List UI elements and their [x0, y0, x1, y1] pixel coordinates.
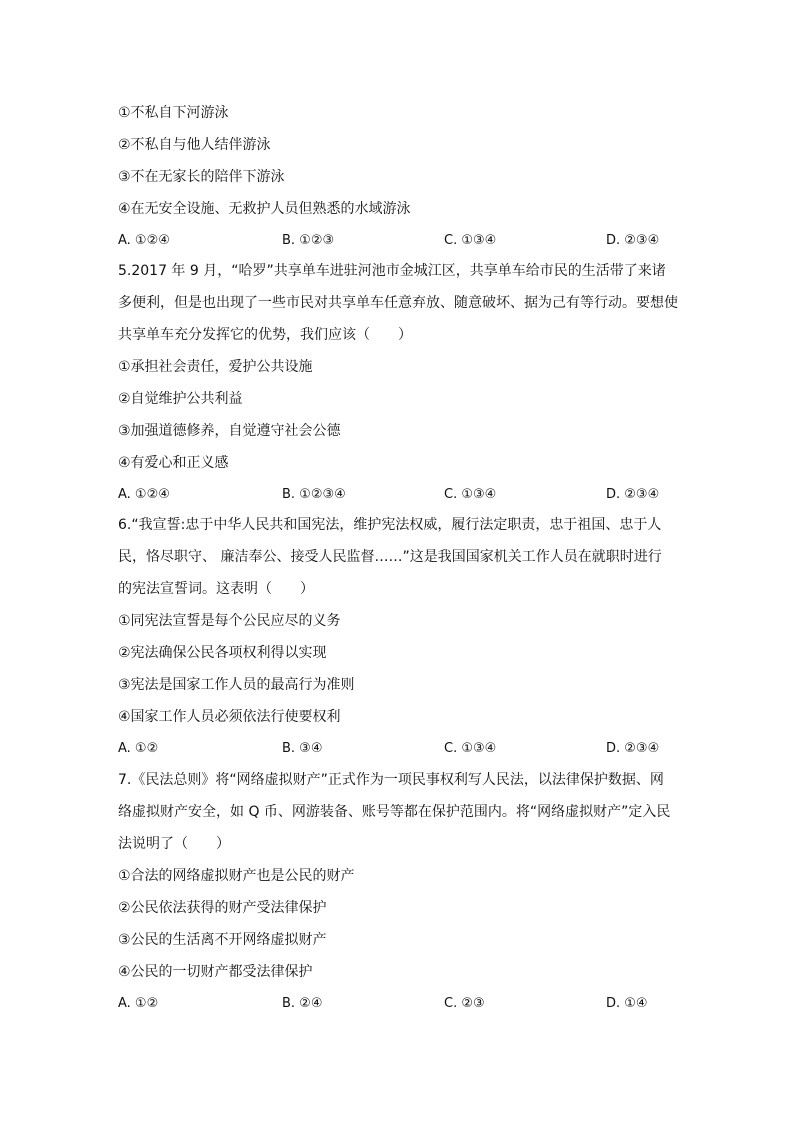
q5-option-b: B. ①②③④ [282, 487, 346, 502]
q6-option-c: C. ①③④ [444, 741, 497, 756]
q6-item-4: ④国家工作人员必须依法行使要权利 [118, 709, 341, 725]
q5-stem-line-1: 5.2017 年 9 月，“哈罗”共享单车进驻河池市金城江区，共享单车给市民的生活带了来诸 [118, 263, 666, 279]
q6-option-b: B. ③④ [282, 741, 323, 756]
q7-item-3: ③公民的生活离不开网络虚拟财产 [118, 932, 327, 948]
q6-item-1: ①同宪法宣誓是每个公民应尽的义务 [118, 613, 341, 629]
question-6 [118, 509, 678, 765]
q6-options [118, 733, 678, 765]
question-7 [118, 764, 678, 1020]
q5-option-c: C. ①③④ [444, 487, 497, 502]
q4-item-2: ②不私自与他人结伴游泳 [118, 137, 271, 153]
q6-stem-line-2: 民，恪尽职守、 廉洁奉公、接受人民监督……”这是我国国家机关工作人员在就职时进行 [118, 549, 662, 565]
q7-option-c: C. ②③ [444, 996, 485, 1011]
q4-option-c: C. ①③④ [444, 233, 497, 248]
question-4 [118, 97, 678, 257]
q4-item-1: ①不私自下河游泳 [118, 105, 229, 121]
q7-stem-line-1: 7.《民法总则》将“网络虚拟财产”正式作为一项民事权利写人民法，以法律保护数据、网 [118, 772, 664, 788]
q7-stem-line-2: 络虚拟财产安全，如 Q 币、网游装备、账号等都在保护范围内。将“网络虚拟财产”定入民 [118, 804, 671, 820]
q7-option-b: B. ②④ [282, 996, 323, 1011]
question-5 [118, 255, 678, 511]
q5-item-2: ②自觉维护公共利益 [118, 391, 243, 407]
q4-option-a: A. ①②④ [118, 233, 170, 248]
q5-stem-line-3: 共享单车充分发挥它的优势，我们应该（ ） [118, 327, 412, 343]
q6-item-2: ②宪法确保公民各项权利得以实现 [118, 645, 327, 661]
q7-option-a: A. ①② [118, 996, 159, 1011]
q5-item-3: ③加强道德修养，自觉遵守社会公德 [118, 423, 341, 439]
q7-options [118, 988, 678, 1020]
q5-option-a: A. ①②④ [118, 487, 170, 502]
q5-item-4: ④有爱心和正义感 [118, 455, 229, 471]
q7-option-d: D. ①④ [606, 996, 648, 1011]
q5-options [118, 479, 678, 511]
q4-option-b: B. ①②③ [282, 233, 335, 248]
q5-option-d: D. ②③④ [606, 487, 660, 502]
q5-stem-line-2: 多便利，但是也出现了一些市民对共享单车任意弃放、随意破坏、据为己有等行动。要想使 [118, 295, 678, 311]
q7-item-2: ②公民依法获得的财产受法律保护 [118, 900, 327, 916]
q6-stem-line-1: 6.“我宣誓:忠于中华人民共和国宪法，维护宪法权威，履行法定职责，忠于祖国、忠于人 [118, 517, 662, 533]
q4-option-d: D. ②③④ [606, 233, 660, 248]
q4-options [118, 225, 678, 257]
q6-item-3: ③宪法是国家工作人员的最高行为准则 [118, 677, 355, 693]
q7-item-4: ④公民的一切财产都受法律保护 [118, 964, 313, 980]
q4-item-3: ③不在无家长的陪伴下游泳 [118, 169, 285, 185]
q7-item-1: ①合法的网络虚拟财产也是公民的财产 [118, 868, 355, 884]
q4-item-4: ④在无安全设施、无救护人员但熟悉的水域游泳 [118, 201, 411, 217]
q5-item-1: ①承担社会责任，爱护公共设施 [118, 359, 313, 375]
q7-stem-line-3: 法说明了（ ） [118, 836, 230, 852]
q6-option-a: A. ①② [118, 741, 159, 756]
q6-option-d: D. ②③④ [606, 741, 660, 756]
q6-stem-line-3: 的宪法宣誓词。这表明（ ） [118, 581, 314, 597]
